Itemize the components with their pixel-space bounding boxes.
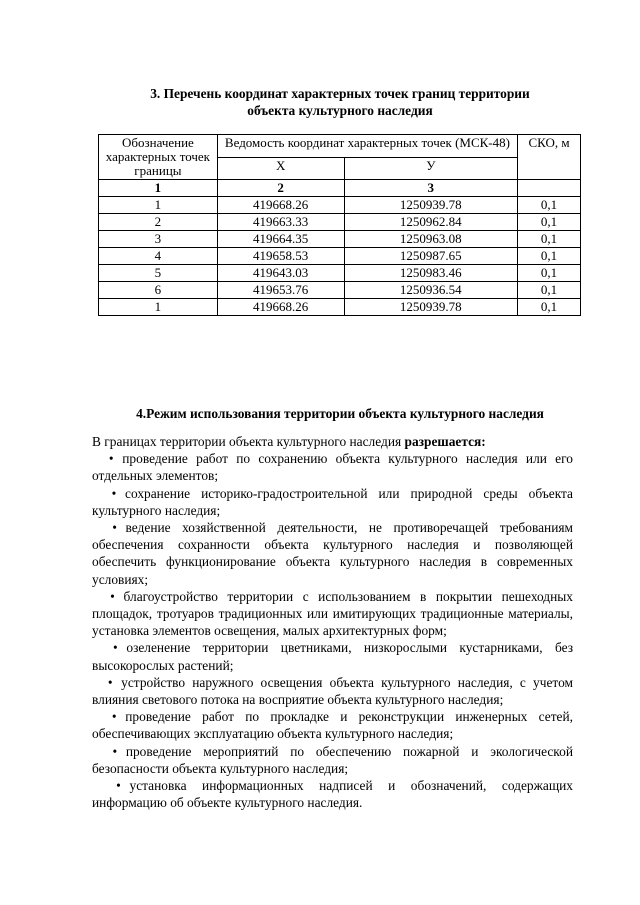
sko-cell: 0,1 xyxy=(518,299,581,316)
intro-text: В границах территории объекта культурного наследия xyxy=(92,434,405,449)
point-number-cell: 3 xyxy=(99,231,218,248)
x-coordinate-cell: 419664.35 xyxy=(217,231,344,248)
bullet-icon: • xyxy=(113,640,118,656)
sko-cell: 0,1 xyxy=(518,231,581,248)
list-item-text: установка информационных надписей и обозначений, содержащих информацию об объекте культурного наследия. xyxy=(92,778,573,811)
point-number-cell: 1 xyxy=(99,197,218,214)
x-coordinate-cell: 419668.26 xyxy=(217,197,344,214)
bullet-icon: • xyxy=(116,778,121,794)
point-number-cell: 1 xyxy=(99,299,218,316)
x-coordinate-cell: 419668.26 xyxy=(217,299,344,316)
list-item-text: проведение работ по сохранению объекта культурного наследия или его отдельных элементов; xyxy=(92,451,573,484)
list-item xyxy=(92,485,573,519)
index-cell-1: 1 xyxy=(99,180,218,197)
section-3-heading-line-2: объекта культурного наследия xyxy=(247,103,433,118)
sko-cell: 0,1 xyxy=(518,197,581,214)
index-cell-empty xyxy=(518,180,581,197)
y-coordinate-cell: 1250939.78 xyxy=(344,197,518,214)
bullet-icon: • xyxy=(111,485,117,501)
list-item xyxy=(92,588,573,640)
table-index-row xyxy=(99,180,581,197)
x-coordinate-cell: 419653.76 xyxy=(217,282,344,299)
sko-cell: 0,1 xyxy=(518,214,581,231)
bullet-icon: • xyxy=(112,520,117,536)
point-number-cell: 4 xyxy=(99,248,218,265)
bullet-icon: • xyxy=(112,743,118,759)
list-item-text: проведение мероприятий по обеспечению пожарной и экологической безопасности объекта культурного наследия; xyxy=(92,743,573,776)
x-coordinate-cell: 419658.53 xyxy=(217,248,344,265)
section-3-heading-line-1: 3. Перечень координат характерных точек границ территории xyxy=(150,86,530,101)
header-y: У xyxy=(344,157,518,180)
coordinates-table xyxy=(98,134,581,316)
list-item-text: ведение хозяйственной деятельности, не противоречащей требованиям обеспечения сохранности объекта культурного наследия и позволяющей обеспечить функционирование объекта культурного наследия в современных условиях; xyxy=(92,520,573,587)
bullet-icon: • xyxy=(108,451,114,467)
point-number-cell: 6 xyxy=(99,282,218,299)
sko-cell: 0,1 xyxy=(518,282,581,299)
list-item-text: устройство наружного освещения объекта культурного наследия, с учетом влияния светового потока на восприятие объекта культурного наследия; xyxy=(92,674,573,708)
list-item-text: сохранение историко-градостроительной или природной среды объекта культурного наследия; xyxy=(92,485,573,518)
header-statement: Ведомость координат характерных точек (МСК-48) xyxy=(217,135,517,158)
list-item xyxy=(92,674,573,708)
index-cell-2: 2 xyxy=(217,180,344,197)
point-number-cell: 5 xyxy=(99,265,218,282)
bullet-icon: • xyxy=(110,588,115,604)
list-item-text: проведение работ по прокладке и реконструкции инженерных сетей, обеспечивающих эксплуатацию объекта культурного наследия; xyxy=(92,709,573,742)
y-coordinate-cell: 1250963.08 xyxy=(344,231,518,248)
y-coordinate-cell: 1250983.46 xyxy=(344,265,518,282)
y-coordinate-cell: 1250936.54 xyxy=(344,282,518,299)
y-coordinate-cell: 1250962.84 xyxy=(344,214,518,231)
header-sko: СКО, м xyxy=(518,135,581,180)
section-4-body xyxy=(92,433,573,811)
index-cell-3: 3 xyxy=(344,180,518,197)
bullet-icon: • xyxy=(111,709,117,725)
intro-paragraph xyxy=(92,433,573,450)
list-item xyxy=(92,708,573,742)
y-coordinate-cell: 1250987.65 xyxy=(344,248,518,265)
table-row xyxy=(99,282,581,299)
list-item xyxy=(92,639,573,673)
list-item xyxy=(92,777,573,811)
table-row xyxy=(99,248,581,265)
section-4-heading: 4.Режим использования территории объекта культурного наследия xyxy=(136,406,544,421)
bullet-icon: • xyxy=(107,674,113,690)
section-3-heading xyxy=(92,85,588,119)
permitted-activities-list xyxy=(92,450,573,811)
point-number-cell: 2 xyxy=(99,214,218,231)
table-row xyxy=(99,197,581,214)
table-row xyxy=(99,299,581,316)
table-row xyxy=(99,265,581,282)
list-item-text: благоустройство территории с использованием в покрытии пешеходных площадок, тротуаров традиционных или имитирующих традиционные материалы, установка элементов освещения, малых архитектурных форм; xyxy=(92,588,573,639)
list-item xyxy=(92,450,573,484)
intro-bold: разрешается: xyxy=(404,434,486,449)
table-row xyxy=(99,231,581,248)
list-item-text: озеленение территории цветниками, низкорослыми кустарниками, без высокорослых растений; xyxy=(92,640,573,673)
table-row xyxy=(99,214,581,231)
sko-cell: 0,1 xyxy=(518,265,581,282)
x-coordinate-cell: 419663.33 xyxy=(217,214,344,231)
header-designation: Обозначение характерных точек границы xyxy=(99,135,218,180)
sko-cell: 0,1 xyxy=(518,248,581,265)
header-x: Х xyxy=(217,157,344,180)
list-item xyxy=(92,743,573,777)
x-coordinate-cell: 419643.03 xyxy=(217,265,344,282)
y-coordinate-cell: 1250939.78 xyxy=(344,299,518,316)
table-header-row xyxy=(99,135,581,158)
list-item xyxy=(92,519,573,588)
